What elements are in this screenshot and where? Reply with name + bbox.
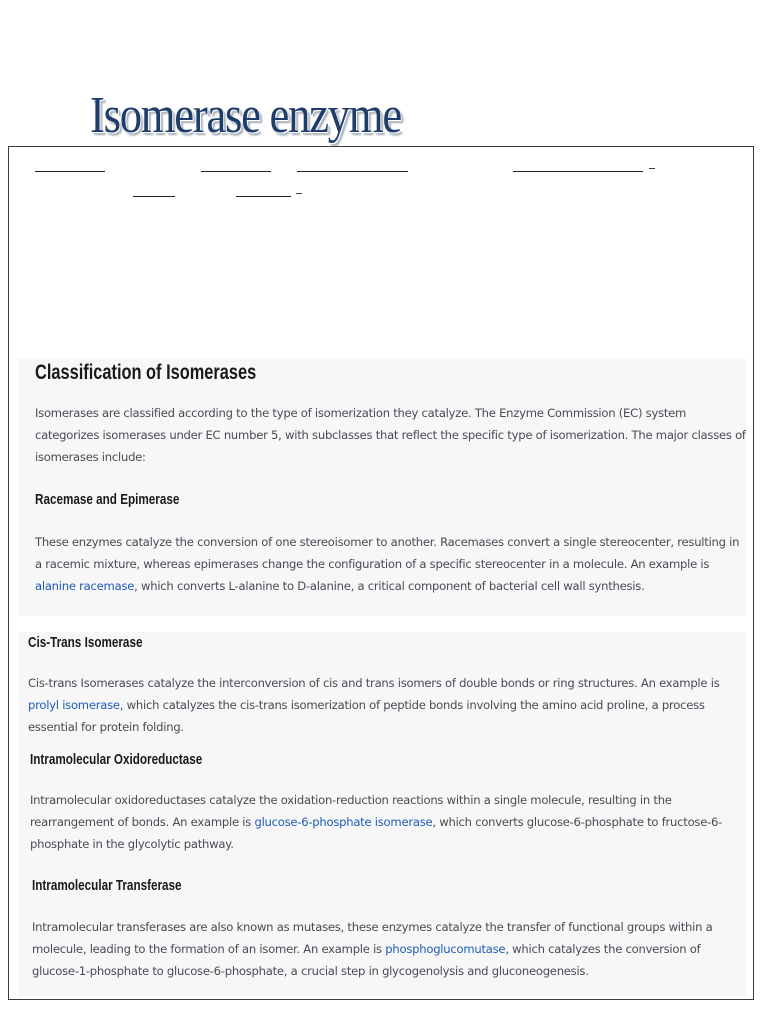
section-text-oxidoreductase: [30, 789, 746, 855]
blank-line: [201, 171, 271, 172]
blank-dash: _: [296, 180, 302, 194]
text-segment: , which converts glucose-6-phosphate to fructose-6-phosphate in the glycolytic pathway.: [30, 815, 723, 851]
classification-intro: Isomerases are classified according to the type of isomerization they catalyze. The Enzyme Commission (EC) system categorizes isomerases under EC number 5, with subclasses that reflect the specific type of isomerization. The major classes of isomerases include:: [35, 406, 746, 464]
text-segment: Intramolecular transferases are also known as mutases, these enzymes catalyze the transfer of functional groups within a molecule, leading to the formation of an isomer. An example is: [32, 920, 713, 956]
link-glucose-6-phosphate-isomerase[interactable]: glucose-6-phosphate isomerase: [254, 815, 433, 829]
blank-line: [133, 196, 175, 197]
text-segment: , which catalyzes the conversion of glucose-1-phosphate to glucose-6-phosphate, a crucial step in glycogenolysis and gluconeogenesis.: [32, 942, 701, 978]
slide-title: Isomerase enzyme: [90, 87, 401, 144]
link-alanine-racemase[interactable]: alanine racemase: [35, 579, 135, 593]
section-heading-oxidoreductase: Intramolecular Oxidoreductase: [30, 751, 203, 768]
text-segment: , which converts L-alanine to D-alanine, a critical component of bacterial cell wall synthesis.: [134, 579, 645, 593]
link-phosphoglucomutase[interactable]: phosphoglucomutase: [385, 942, 506, 956]
section-text-racemase: [35, 531, 747, 597]
text-segment: , which catalyzes the cis-trans isomerization of peptide bonds involving the amino acid proline, a process essential for protein folding.: [28, 698, 705, 734]
section-text-cis-trans: [28, 672, 746, 738]
section-text-transferase: [32, 916, 744, 982]
text-segment: These enzymes catalyze the conversion of one stereoisomer to another. Racemases convert a single stereocenter, resulting in a racemic mixture, whereas epimerases change the configuration of a specific stereocenter in a molecule. An example is: [35, 535, 740, 571]
text-segment: Cis-trans Isomerases catalyze the interconversion of cis and trans isomers of double bonds or ring structures. An example is: [28, 676, 720, 690]
blank-line: [297, 171, 408, 172]
link-prolyl-isomerase[interactable]: prolyl isomerase: [28, 698, 120, 712]
blank-line: [513, 171, 643, 172]
blank-line: [35, 171, 105, 172]
section-heading-cis-trans: Cis-Trans Isomerase: [28, 634, 143, 651]
classification-heading: Classification of Isomerases: [35, 361, 257, 384]
text-segment: Intramolecular oxidoreductases catalyze the oxidation-reduction reactions within a single molecule, resulting in the rearrangement of bonds. An example is: [30, 793, 672, 829]
section-heading-racemase: Racemase and Epimerase: [35, 491, 180, 508]
blank-line: [236, 196, 291, 197]
blank-dash: _: [649, 155, 655, 169]
section-heading-transferase: Intramolecular Transferase: [32, 877, 182, 894]
